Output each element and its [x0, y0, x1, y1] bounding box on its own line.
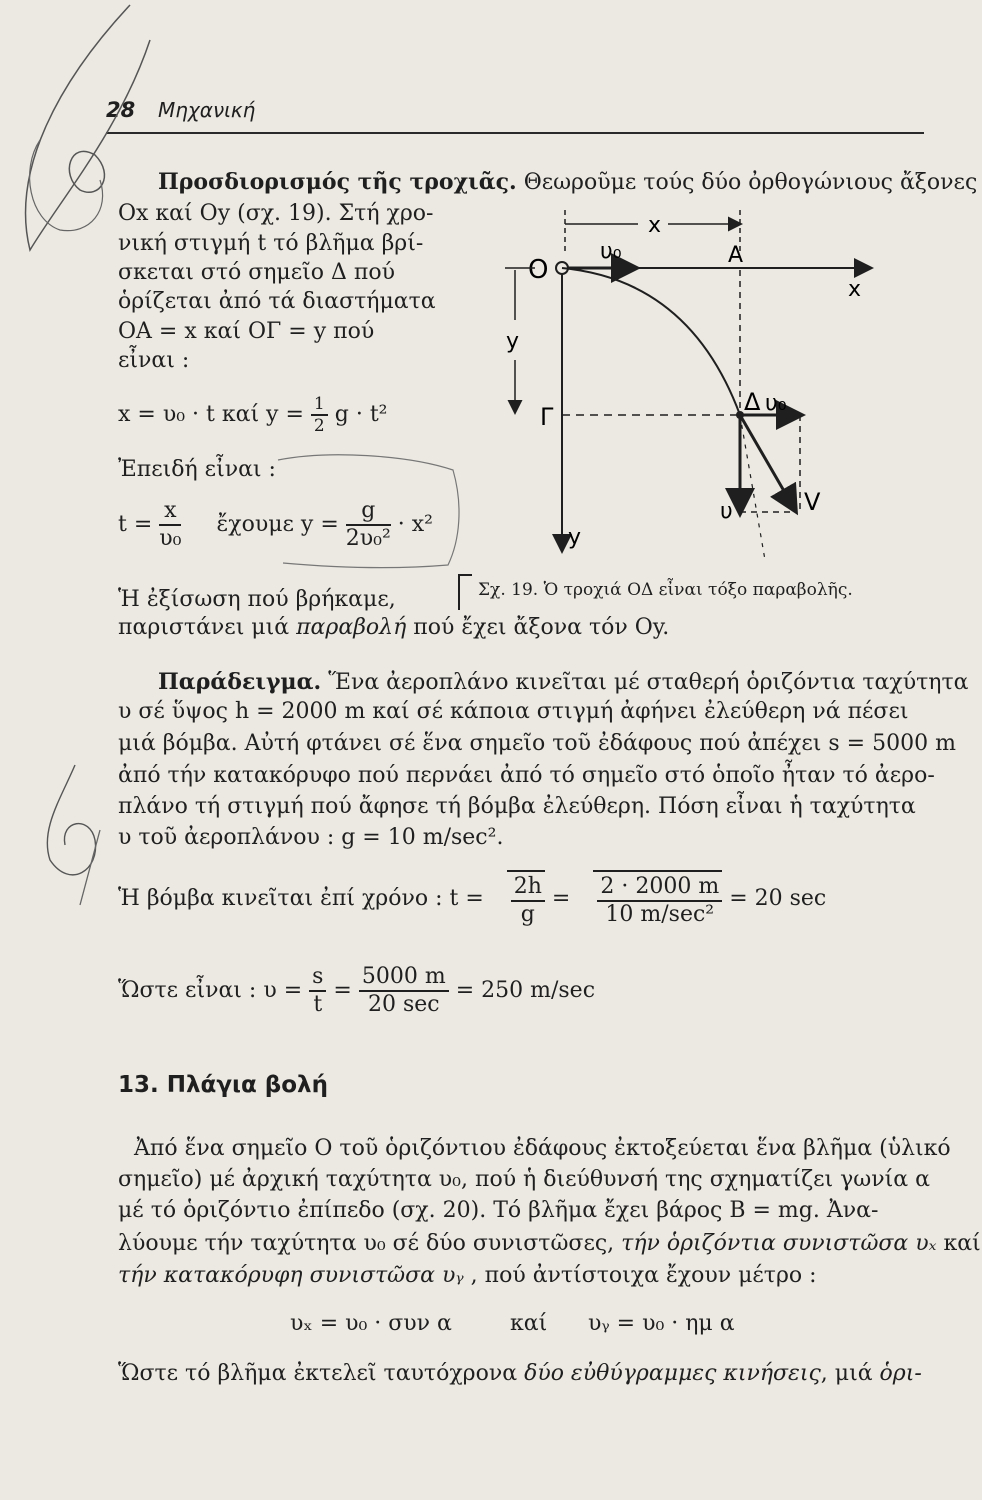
result-line-2a: παριστάνει μιά: [118, 615, 297, 640]
eq2-fraction-y: [346, 498, 391, 552]
eq2-mid: ἔχουμε y =: [216, 512, 339, 537]
pencil-scribble-margin: [20, 760, 130, 910]
s13-line-1: Ἀπό ἕνα σημεῖο Ο τοῦ ὁριζόντιου ἐδάφους ἐκτοξεύεται ἕνα βλῆμα (ὑλικό: [134, 1136, 951, 1161]
s13-line-5: [118, 1262, 817, 1290]
trajectory-line-1-rest: Θεωροῦμε τούς δύο ὀρθογώνιους ἄξονες: [523, 170, 978, 195]
time-den1: g: [520, 902, 535, 927]
sqrt-2h-g: [491, 870, 545, 928]
s13-eq-left: υₓ = υ₀ · συν α: [290, 1311, 452, 1336]
section-13-heading: 13. Πλάγια βολή: [118, 1072, 328, 1098]
s13-line-5a: τήν κατακόρυφη συνιστῶσα υᵧ: [118, 1263, 464, 1288]
so-num1: s: [309, 964, 326, 992]
so-num2: 5000 m: [359, 964, 449, 992]
example-line-2: υ σέ ὕψος h = 2000 m καί σέ κάποια στιγμή ἀφήνει ἐλεύθερη νά πέσει: [118, 699, 909, 724]
example-line-6: υ τοῦ ἀεροπλάνου : g = 10 m/sec².: [118, 825, 504, 850]
result-line-2b: πού ἔχει ἄξονα τόν Oy.: [406, 615, 670, 640]
caption-frame-corner: [458, 574, 472, 610]
fig-label-y-side: y: [506, 329, 520, 354]
example-heading: Παράδειγμα.: [158, 669, 322, 695]
eq2-left: t =: [118, 512, 153, 537]
header-rule: [106, 132, 924, 134]
fig-label-Delta: Δ: [744, 388, 761, 416]
figure-caption: Σχ. 19. Ὁ τροχιά ΟΔ εἶναι τόξο παραβολῆς.: [478, 580, 853, 600]
s13-eq-mid: καί: [510, 1311, 548, 1336]
s13-line-6d: ὁρι-: [879, 1361, 922, 1386]
frac-5000-20: [359, 964, 449, 1018]
s13-eq-right: υᵧ = υ₀ · ημ α: [588, 1311, 735, 1336]
fig-label-x-axis: x: [848, 277, 862, 302]
so-eq: =: [333, 978, 352, 1003]
frac-numeric: [597, 874, 722, 928]
eq1-num: 1: [311, 394, 328, 416]
s13-line-3: μέ τό ὁριζόντιο ἐπίπεδο (σχ. 20). Τό βλῆμα ἔχει βάρος B = mg. Ἀνα-: [118, 1198, 879, 1223]
figure-19: [490, 200, 890, 580]
eq1-left: x = υ₀ · t καί y =: [118, 402, 304, 427]
s13-line-4c: καί: [936, 1231, 981, 1256]
time-result: = 20 sec: [729, 886, 827, 911]
s13-line-4: [118, 1230, 981, 1258]
fig-label-O: O: [528, 255, 549, 285]
eq1-den: 2: [313, 416, 325, 436]
trajectory-heading: Προσδιορισμός τῆς τροχιᾶς.: [158, 169, 517, 195]
s13-line-2: σημεῖο) μέ ἀρχική ταχύτητα υ₀, πού ἡ διεύθυνσή της σχηματίζει γωνία α: [118, 1167, 930, 1192]
fig-label-x-top: x: [648, 213, 662, 238]
so-result: = 250 m/sec: [455, 978, 596, 1003]
trajectory-line-1: [158, 168, 977, 197]
s13-line-6c: , μιά: [820, 1361, 880, 1386]
so-den2: 20 sec: [367, 992, 440, 1017]
result-line-2: [118, 614, 669, 642]
trajectory-line-7: εἶναι :: [118, 348, 190, 373]
example-line-4: ἀπό τήν κατακόρυφο πού περνάει ἀπό τό σημεῖο στό ὁποῖο ἦταν τό ἀερο-: [118, 763, 935, 788]
fig-label-Gamma: Γ: [540, 403, 554, 431]
time-den2: 10 m/sec²: [605, 902, 715, 927]
trajectory-line-2: Ox καί Oy (σχ. 19). Στή χρο-: [118, 201, 434, 226]
time-num2: 2 · 2000 m: [597, 874, 722, 902]
fig-label-V: V: [804, 488, 821, 516]
s13-line-6b: δύο εὐθύγραμμες κινήσεις: [524, 1361, 821, 1386]
s13-line-6a: Ὥστε τό βλῆμα ἐκτελεῖ ταυτόχρονα: [118, 1361, 525, 1386]
fig-label-y-axis: y: [568, 525, 582, 550]
result-line-1: Ἡ ἐξίσωση πού βρήκαμε,: [118, 587, 396, 612]
example-line-1: [158, 668, 969, 697]
frac-2h-g: [511, 874, 545, 928]
time-text: Ἡ βόμβα κινεῖται ἐπί χρόνο : t =: [118, 886, 484, 911]
fig-label-v0-top: υ₀: [600, 239, 622, 264]
s13-line-4b: τήν ὁριζόντια συνιστῶσα υₓ: [621, 1231, 937, 1256]
s13-line-4a: λύουμε τήν ταχύτητα υ₀ σέ δύο συνιστῶσες,: [118, 1231, 622, 1256]
eq1-fraction: [311, 394, 328, 436]
time-num1: 2h: [511, 874, 545, 902]
trajectory-line-3: νική στιγμή t τό βλῆμα βρί-: [118, 231, 424, 256]
time-eq: =: [551, 886, 571, 911]
fig-label-A: A: [728, 243, 744, 268]
sqrt-numeric: [577, 870, 722, 928]
so-den1: t: [313, 992, 323, 1017]
eq2-fraction-t: [159, 498, 181, 552]
fig-parabola-curve: [562, 268, 740, 415]
eq2-den: υ₀: [159, 526, 182, 551]
equation-parabola: [118, 498, 433, 552]
parabola-word: παραβολή: [296, 615, 407, 640]
example-line-3: μιά βόμβα. Αὐτή φτάνει σέ ἕνα σημεῖο τοῦ ἐδάφους πού ἀπέχει s = 5000 m: [118, 731, 956, 756]
eq1-right: g · t²: [334, 402, 388, 427]
running-title: Μηχανική: [158, 98, 256, 122]
trajectory-line-4: σκεται στό σημεῖο Δ πού: [118, 260, 395, 285]
eq2-den2: 2υ₀²: [345, 526, 391, 551]
time-equation: [118, 870, 826, 928]
s13-line-6: [118, 1360, 922, 1388]
eq2-num2: g: [346, 498, 391, 526]
page-number: 28: [106, 98, 136, 122]
example-line-1-rest: Ἕνα ἀεροπλάνο κινεῖται μέ σταθερή ὁριζόντια ταχύτητα: [328, 670, 969, 695]
s13-line-5b: , πού ἀντίστοιχα ἔχουν μέτρο :: [463, 1263, 817, 1288]
fig-V-resultant: [740, 415, 795, 510]
fig-label-v: υ: [720, 499, 733, 524]
trajectory-line-6: ΟΑ = x καί ΟΓ = y πού: [118, 319, 375, 344]
frac-s-t: [309, 964, 326, 1018]
since-line: Ἐπειδή εἶναι :: [118, 457, 276, 482]
equation-x-y: [118, 394, 387, 436]
so-text: Ὥστε εἶναι : υ =: [118, 978, 303, 1003]
eq2-right: · x²: [397, 512, 433, 537]
trajectory-line-5: ὁρίζεται ἀπό τά διαστήματα: [118, 289, 436, 314]
eq2-num: x: [159, 498, 181, 526]
example-line-5: πλάνο τή στιγμή πού ἄφησε τή βόμβα ἐλεύθερη. Πόση εἶναι ἡ ταχύτητα: [118, 794, 916, 819]
fig-label-v0-delta: υ₀: [765, 391, 787, 416]
speed-equation: [118, 964, 595, 1018]
